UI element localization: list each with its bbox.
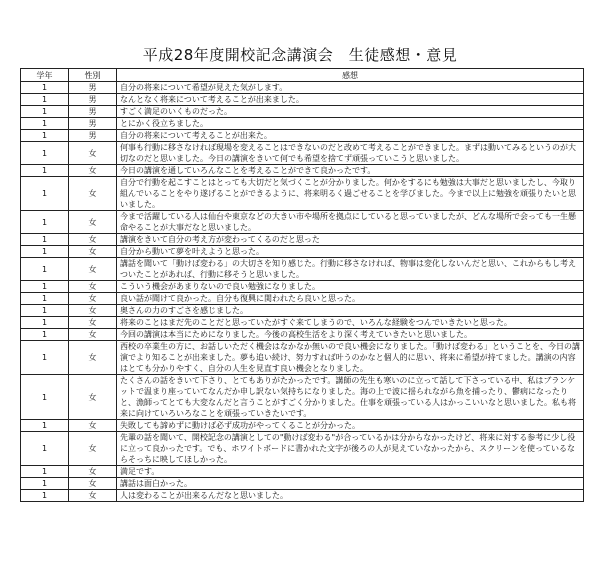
table-row <box>21 234 584 246</box>
grade-cell: 1 <box>21 432 69 466</box>
comment-cell: とにかく役立ちました。 <box>117 118 584 130</box>
comment-cell: たくさんの話をきいて下さり、とてもありがたかったです。講師の先生も寒いのに立って話して下さっている中、私はブランケットで温まり座っていてなんだか申し訳ない気持ちになりました。海の上で波に揺られながら魚を捕ったり、鬱病になったりと、漁師ってとても大変なんだと言うことがすごく分かりました。仕事を頑張っている人はかっこいいなと思いました。私も将来に向けていろいろなことを頑張っていきたいです。 <box>117 375 584 420</box>
table-row <box>21 305 584 317</box>
comment-cell: 今まで活躍している人は仙台や東京などの大きい市や場所を拠点にしていると思っていましたが、どんな場所で会っても一生懸命やることが大事だなと思いました。 <box>117 211 584 234</box>
gender-cell: 男 <box>69 94 117 106</box>
gender-cell: 女 <box>69 177 117 211</box>
gender-cell: 女 <box>69 234 117 246</box>
gender-cell: 男 <box>69 82 117 94</box>
gender-cell: 女 <box>69 490 117 502</box>
gender-cell: 女 <box>69 211 117 234</box>
gender-cell: 女 <box>69 142 117 165</box>
grade-cell: 1 <box>21 329 69 341</box>
comment-cell: 講話は面白かった。 <box>117 478 584 490</box>
comment-cell: 自分の将来について考えることが出来た。 <box>117 130 584 142</box>
table-row <box>21 432 584 466</box>
gender-cell: 女 <box>69 329 117 341</box>
comment-cell: 自分から動いて夢を叶えようと思った。 <box>117 246 584 258</box>
gender-cell: 男 <box>69 118 117 130</box>
gender-cell: 女 <box>69 281 117 293</box>
grade-cell: 1 <box>21 94 69 106</box>
comment-cell: 先輩の話を聞いて、開校記念の講演としての"動けば変わる"が合っているかは分からなかったけど、将来に対する参考に少し役に立って良かったです。でも、ホワイトボードに書かれた文字が後ろの人が見えていなかったから、スクリーンを使っているならそっちに映してほしかった。 <box>117 432 584 466</box>
table-row <box>21 94 584 106</box>
table-row <box>21 490 584 502</box>
gender-cell: 男 <box>69 130 117 142</box>
table-row <box>21 82 584 94</box>
grade-cell: 1 <box>21 281 69 293</box>
table-row <box>21 478 584 490</box>
grade-cell: 1 <box>21 420 69 432</box>
grade-cell: 1 <box>21 490 69 502</box>
comment-cell: 今回の講演は本当にためになりました。今後の高校生活をより深く考えていきたいと思いました。 <box>117 329 584 341</box>
gender-cell: 女 <box>69 375 117 420</box>
table-row <box>21 246 584 258</box>
comment-cell: 西校の卒業生の方に、お話しいただく機会はなかなか無いので良い機会になりました。「動けば変わる」ということを、今日の講演でより知ることが出来ました。夢も追い続け、努力すれば叶うのかなと個人的に思い、将来に希望が持てました。講演の内容はとても分かりやすく、自分の人生を見直す良い機会となりました。 <box>117 341 584 375</box>
grade-cell: 1 <box>21 82 69 94</box>
comment-cell: 自分の将来について希望が見えた気がします。 <box>117 82 584 94</box>
gender-cell: 女 <box>69 478 117 490</box>
grade-cell: 1 <box>21 165 69 177</box>
gender-cell: 女 <box>69 258 117 281</box>
table-row <box>21 466 584 478</box>
comment-cell: 将来のことはまだ先のことだと思っていたがすぐ来てしまうので、いろんな経験をつんでいきたいと思った。 <box>117 317 584 329</box>
table-row <box>21 329 584 341</box>
grade-cell: 1 <box>21 466 69 478</box>
gender-cell: 女 <box>69 165 117 177</box>
grade-cell: 1 <box>21 258 69 281</box>
grade-cell: 1 <box>21 293 69 305</box>
grade-cell: 1 <box>21 106 69 118</box>
comment-cell: 講演をきいて自分の考え方が変わってくるのだと思った <box>117 234 584 246</box>
header-grade: 学年 <box>21 69 69 82</box>
comment-cell: 人は変わることが出来るんだなと思いました。 <box>117 490 584 502</box>
comment-cell: 良い話が聞けて良かった。自分も復興に関われたら良いと思った。 <box>117 293 584 305</box>
gender-cell: 女 <box>69 246 117 258</box>
grade-cell: 1 <box>21 317 69 329</box>
comment-cell: 奥さんの力のすごさを感じました。 <box>117 305 584 317</box>
comment-cell: なんとなく将来について考えることが出来ました。 <box>117 94 584 106</box>
gender-cell: 女 <box>69 420 117 432</box>
gender-cell: 女 <box>69 341 117 375</box>
table-row <box>21 341 584 375</box>
document-title: 平成28年度開校記念講演会 生徒感想・意見 <box>142 46 458 64</box>
gender-cell: 女 <box>69 466 117 478</box>
table-row <box>21 130 584 142</box>
grade-cell: 1 <box>21 118 69 130</box>
grade-cell: 1 <box>21 211 69 234</box>
gender-cell: 女 <box>69 317 117 329</box>
grade-cell: 1 <box>21 130 69 142</box>
comment-cell: 今日の講演を通していろんなことを考えることができて良かったです。 <box>117 165 584 177</box>
table-row <box>21 177 584 211</box>
comment-cell: すごく満足のいくものだった。 <box>117 106 584 118</box>
comment-cell: こういう機会があまりないので良い勉強になりました。 <box>117 281 584 293</box>
gender-cell: 男 <box>69 106 117 118</box>
gender-cell: 女 <box>69 293 117 305</box>
header-gender: 性別 <box>69 69 117 82</box>
gender-cell: 女 <box>69 432 117 466</box>
grade-cell: 1 <box>21 341 69 375</box>
header-comment: 感想 <box>117 69 584 82</box>
grade-cell: 1 <box>21 234 69 246</box>
table-row <box>21 281 584 293</box>
grade-cell: 1 <box>21 142 69 165</box>
grade-cell: 1 <box>21 478 69 490</box>
table-row <box>21 165 584 177</box>
table-row <box>21 142 584 165</box>
comment-cell: 講話を聞いて「動けば変わる」の大切さを知り感じた。行動に移さなければ、物事は変化しないんだと思い、これからもし考えついたことがあれば、行動に移そうと思いました。 <box>117 258 584 281</box>
table-row <box>21 420 584 432</box>
table-row <box>21 258 584 281</box>
comment-cell: 満足です。 <box>117 466 584 478</box>
grade-cell: 1 <box>21 246 69 258</box>
survey-table <box>20 68 584 502</box>
grade-cell: 1 <box>21 375 69 420</box>
comment-cell: 失敗しても諦めずに動けば必ず成功がやってくることが分かった。 <box>117 420 584 432</box>
table-row <box>21 375 584 420</box>
table-row <box>21 293 584 305</box>
comment-cell: 自分で行動を起こすことはとっても大切だと気づくことが分かりました。何かをするにも勉強は大事だと思いましたし、今取り組んでいることをやり遂げることができるように、将来明るく過ごせることを学びました。今まで以上に勉強を頑張りたいと思いました。 <box>117 177 584 211</box>
table-row <box>21 118 584 130</box>
table-row <box>21 317 584 329</box>
comment-cell: 何事も行動に移さなければ現場を変えることはできないのだと改めて考えることができました。まずは動いてみるというのが大切なのだと思いました。今日の講演をきいて何でも希望を捨てず頑張っていこうと思いました。 <box>117 142 584 165</box>
gender-cell: 女 <box>69 305 117 317</box>
survey-body <box>21 82 584 502</box>
table-row <box>21 211 584 234</box>
grade-cell: 1 <box>21 305 69 317</box>
header-row <box>21 69 584 82</box>
table-row <box>21 106 584 118</box>
grade-cell: 1 <box>21 177 69 211</box>
